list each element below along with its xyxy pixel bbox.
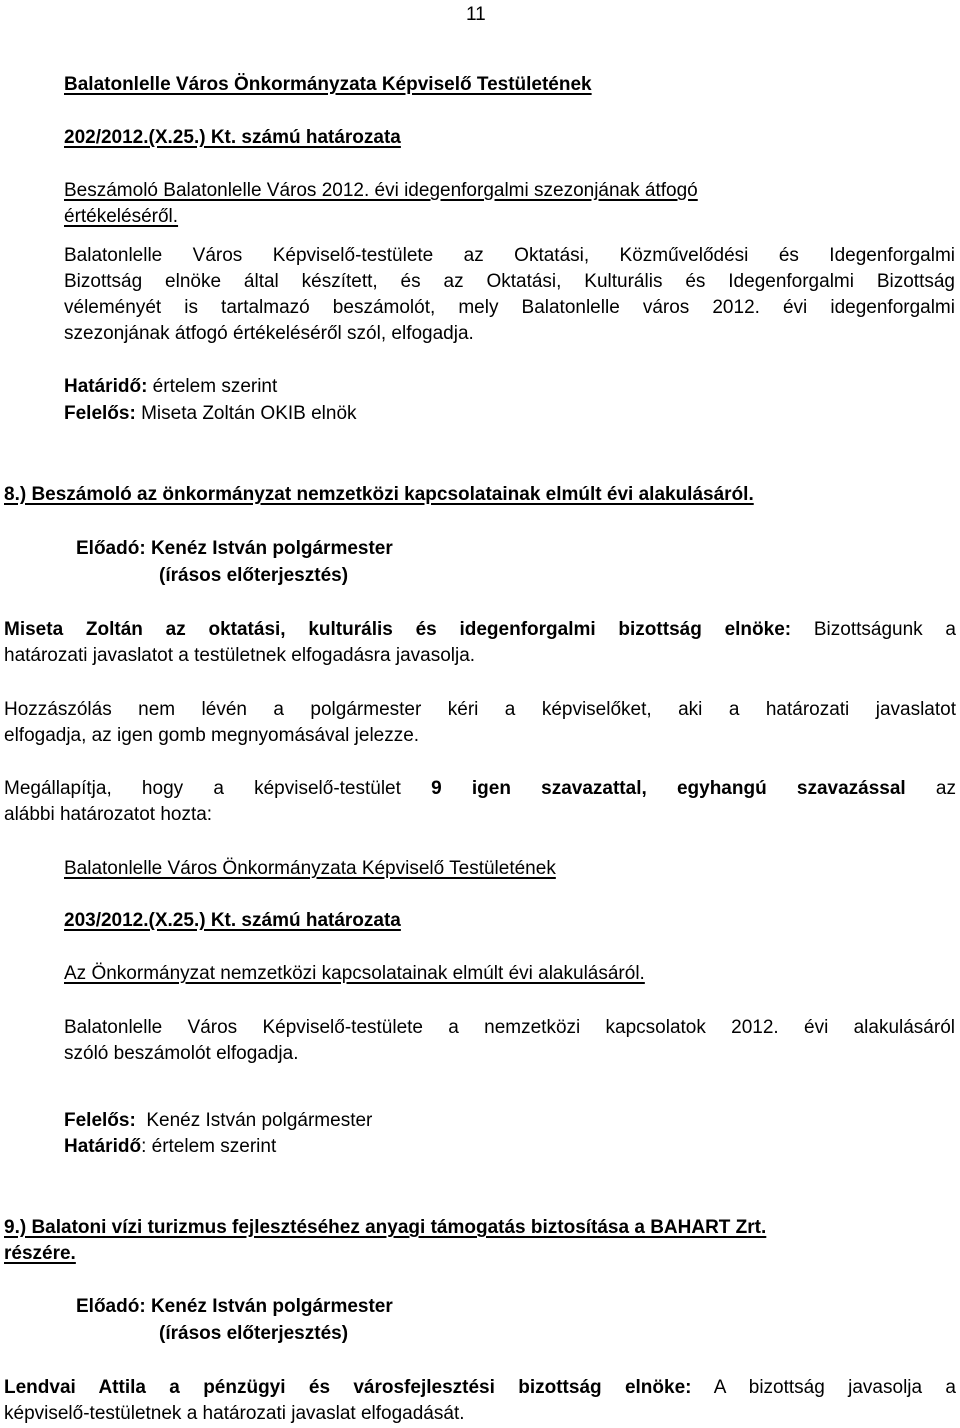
agenda-item-heading: részére. [4, 1243, 76, 1264]
speaker: Miseta Zoltán az oktatási, kulturális és idegenforgalmi bizottság elnöke: [4, 619, 792, 640]
deadline-value: értelem szerint [147, 376, 278, 397]
paragraph-line: határozati javaslatot a testületnek elfogadásra javasolja. [4, 645, 476, 666]
paragraph-line: Miseta Zoltán az oktatási, kulturális és idegenforgalmi bizottság elnöke: Bizottságunk a [4, 619, 956, 640]
presenter-label: Előadó: [76, 538, 146, 559]
resolution-body: szezonjának átfogó értékeléséről szól, elfogadja. [64, 323, 474, 344]
paragraph-line: Lendvai Attila a pénzügyi és városfejlesztési bizottság elnöke: A bizottság javasolja a [4, 1377, 956, 1398]
deadline-label: Határidő: [64, 376, 148, 397]
agenda-item-heading: 8.) Beszámoló az önkormányzat nemzetközi kapcsolatainak elmúlt évi alakulásáról. [4, 484, 754, 505]
presenter-line [76, 1294, 393, 1320]
resolution-body: Balatonlelle Város Képviselő-testülete a nemzetközi kapcsolatok 2012. évi alakulásáról [64, 1017, 955, 1038]
deadline-line [64, 1134, 276, 1160]
speaker: Lendvai Attila a pénzügyi és városfejlesztési bizottság elnöke: [4, 1377, 692, 1398]
deadline-label: Határidő [64, 1136, 142, 1157]
responsible-line [64, 401, 357, 427]
presenter-name: Kenéz István polgármester [145, 538, 393, 559]
responsible-value: Miseta Zoltán OKIB elnök [135, 403, 357, 424]
presenter-label: Előadó: [76, 1296, 146, 1317]
resolution-subject: értékeléséről. [64, 206, 179, 227]
resolution-body: véleményét is tartalmazó beszámolót, mely Balatonlelle város 2012. évi idegenforgalmi [64, 297, 955, 318]
responsible-label: Felelős: [64, 403, 136, 424]
resolution-number: 202/2012.(X.25.) Kt. számú határozata [64, 127, 401, 148]
paragraph-line: Megállapítja, hogy a képviselő-testület 9 igen szavazattal, egyhangú szavazással az [4, 778, 956, 799]
presenter-line [76, 536, 393, 562]
resolution-subject: Az Önkormányzat nemzetközi kapcsolatainak elmúlt évi alakulásáról. [64, 963, 645, 984]
agenda-item-heading: 9.) Balatoni vízi turizmus fejlesztéséhez anyagi támogatás biztosítása a BAHART Zrt. [4, 1217, 767, 1238]
responsible-line [64, 1108, 372, 1134]
resolution-body: Bizottság elnöke által készített, és az Oktatási, Kulturális és Idegenforgalmi Bizottság [64, 271, 955, 292]
paragraph-line: Hozzászólás nem lévén a polgármester kéri a képviselőket, aki a határozati javaslatot [4, 699, 956, 720]
paragraph-line: képviselő-testületnek a határozati javaslat elfogadását. [4, 1403, 465, 1424]
deadline-value: : értelem szerint [141, 1136, 277, 1157]
vote-result: 9 igen szavazattal, egyhangú szavazással [431, 778, 906, 799]
council-heading: Balatonlelle Város Önkormányzata Képviselő Testületének [64, 74, 592, 95]
submission-type: (írásos előterjesztés) [159, 1323, 349, 1344]
responsible-label: Felelős: [64, 1110, 136, 1131]
submission-type: (írásos előterjesztés) [159, 565, 349, 586]
council-heading: Balatonlelle Város Önkormányzata Képviselő Testületének [64, 858, 556, 879]
paragraph-line: elfogadja, az igen gomb megnyomásával jelezze. [4, 725, 420, 746]
responsible-value: Kenéz István polgármester [135, 1110, 373, 1131]
resolution-subject: Beszámoló Balatonlelle Város 2012. évi idegenforgalmi szezonjának átfogó [64, 180, 698, 201]
resolution-body: szóló beszámolót elfogadja. [64, 1043, 299, 1064]
presenter-name: Kenéz István polgármester [145, 1296, 393, 1317]
resolution-number: 203/2012.(X.25.) Kt. számú határozata [64, 910, 401, 931]
page-number: 11 [466, 4, 486, 25]
paragraph-line: alábbi határozatot hozta: [4, 804, 213, 825]
deadline-line [64, 374, 277, 400]
resolution-body: Balatonlelle Város Képviselő-testülete az Oktatási, Közművelődési és Idegenforgalmi [64, 245, 955, 266]
